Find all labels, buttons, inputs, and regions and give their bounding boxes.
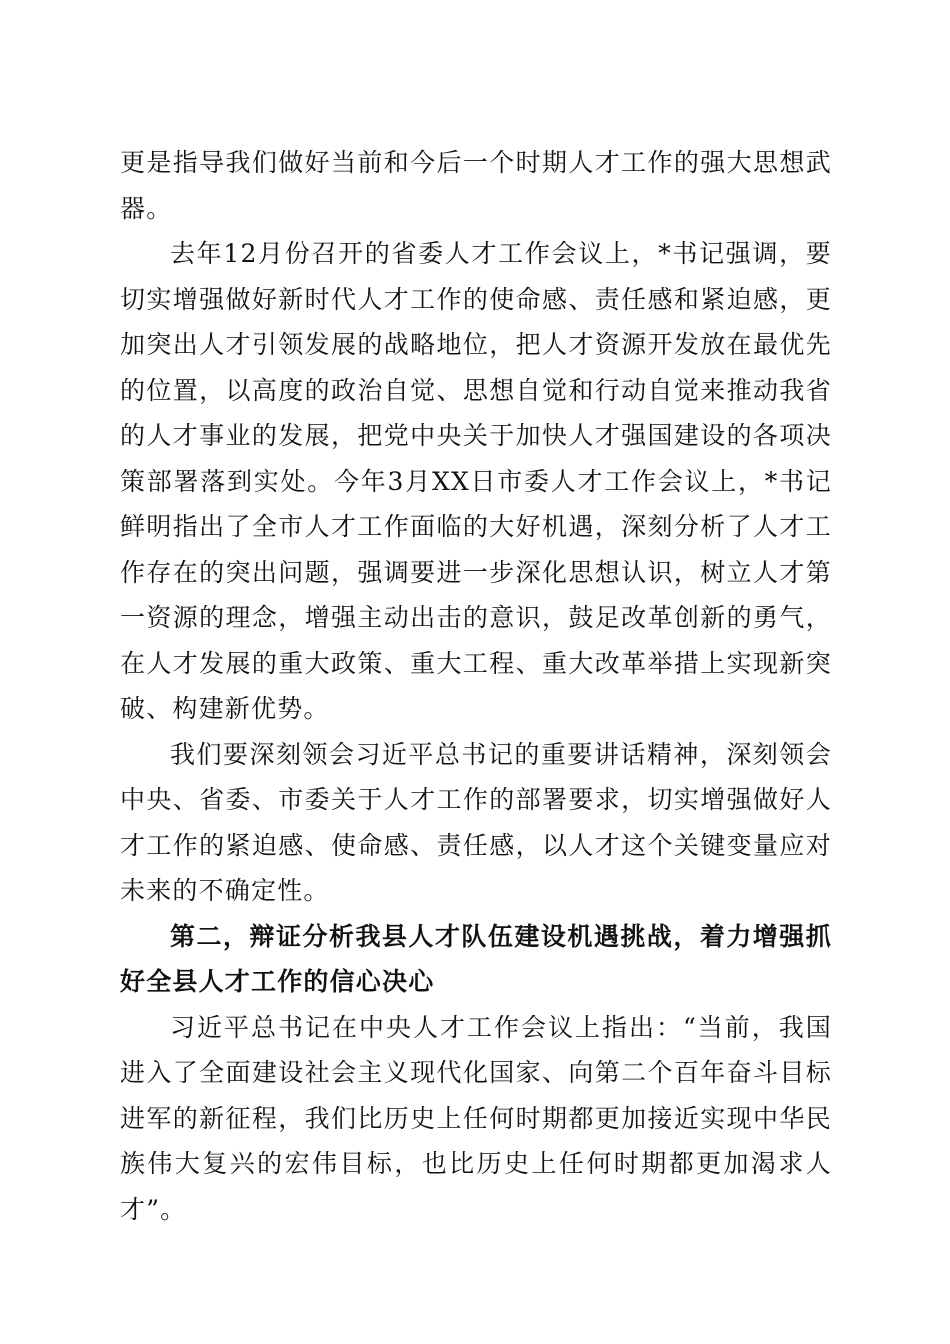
paragraph-continuation: 更是指导我们做好当前和今后一个时期人才工作的强大思想武器。 — [120, 148, 832, 223]
document-body — [120, 140, 832, 1232]
paragraph-deep-understanding: 我们要深刻领会习近平总书记的重要讲话精神，深刻领会中央、省委、市委关于人才工作的部署要求，切实增强做好人才工作的紧迫感、使命感、责任感，以人才这个关键变量应对未来的不确定性。 — [120, 739, 832, 905]
paragraph-provincial-meeting: 去年12月份召开的省委人才工作会议上，*书记强调，要切实增强做好新时代人才工作的使命感、责任感和紧迫感，更加突出人才引领发展的战略地位，把人才资源开发放在最优先的位置，以高度的政治自觉、思想自觉和行动自觉来推动我省的人才事业的发展，把党中央关于加快人才强国建设的各项决策部署落到实处。今年3月XX日市委人才工作会议上，*书记鲜明指出了全市人才工作面临的大好机遇，深刻分析了人才工作存在的突出问题，强调要进一步深化思想认识，树立人才第一资源的理念，增强主动出击的意识，鼓足改革创新的勇气，在人才发展的重大政策、重大工程、重大改革举措上实现新突破、构建新优势。 — [120, 239, 832, 723]
section-heading-second: 第二，辩证分析我县人才队伍建设机遇挑战，着力增强抓好全县人才工作的信心决心 — [120, 921, 832, 996]
paragraph-central-meeting-quote: 习近平总书记在中央人才工作会议上指出：“当前，我国进入了全面建设社会主义现代化国家、向第二个百年奋斗目标进军的新征程，我们比历史上任何时期都更加接近实现中华民族伟大复兴的宏伟目标，也比历史上任何时期都更加渴求人才”。 — [120, 1012, 832, 1224]
